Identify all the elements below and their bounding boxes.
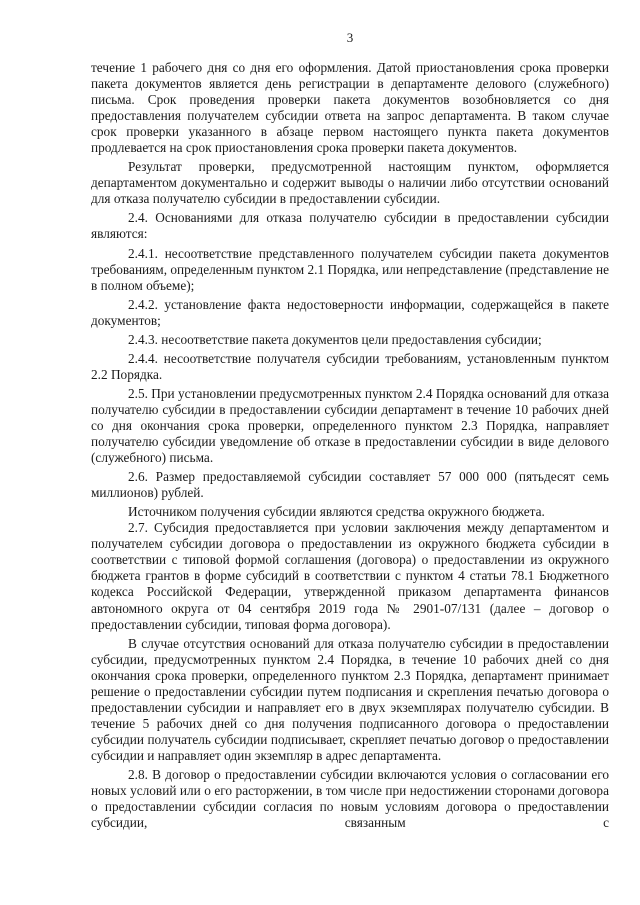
paragraph-2-6: 2.6. Размер предоставляемой субсидии составляет 57 000 000 (пятьдесят семь миллионов) рублей. (91, 469, 609, 501)
document-body (91, 60, 609, 831)
paragraph-check-result: Результат проверки, предусмотренной настоящим пунктом, оформляется департаментом документально и содержит выводы о наличии либо отсутствии оснований для отказа получателю субсидии в предоставлении субсидии. (91, 159, 609, 207)
paragraph-2-4-4: 2.4.4. несоответствие получателя субсидии требованиям, установленным пунктом 2.2 Порядка. (91, 350, 609, 382)
paragraph-2-5: 2.5. При установлении предусмотренных пунктом 2.4 Порядка оснований для отказа получателю субсидии в предоставлении субсидии департамент в течение 10 рабочих дней со дня окончания срока проверки, определенного пунктом 2.3 Порядка, направляет получателю субсидии уведомление об отказе в предоставлении субсидии в виде делового (служебного) письма. (91, 385, 609, 466)
paragraph-2-4: 2.4. Основаниями для отказа получателю субсидии в предоставлении субсидии являются: (91, 210, 609, 242)
paragraph-2-7: 2.7. Субсидия предоставляется при условии заключения между департаментом и получателем субсидии договора о предоставлении из окружного бюджета субсидии в соответствии с типовой формой соглашения (договора) о предоставлении из окружного бюджета грантов в форме субсидий в соответствии с пунктом 4 статьи 78.1 Бюджетного кодекса Российской Федерации, утвержденной приказом департамента финансов автономного округа от 04 сентября 2019 года № 2901-07/131 (далее – договор о предоставлении субсидии, типовая форма договора). (91, 520, 609, 632)
paragraph-2-4-3: 2.4.3. несоответствие пакета документов цели предоставления субсидии; (128, 331, 542, 347)
paragraph-continuation: течение 1 рабочего дня со дня его оформления. Датой приостановления срока проверки пакета документов является день регистрации в департаменте делового (служебного) письма. Срок проведения проверки пакета документов возобновляется со дня предоставления получателем субсидии ответа на запрос департамента. В таком случае срок проверки указанного в абзаце первом настоящего пункта пакета документов продлевается на срок приостановления срока проверки пакета документов. (91, 60, 609, 156)
paragraph-2-4-1: 2.4.1. несоответствие представленного получателем субсидии пакета документов требованиям, определенным пунктом 2.1 Порядка, или непредставление (представление не в полном объеме); (91, 245, 609, 293)
page-number: 3 (346, 30, 354, 45)
document-page (91, 30, 609, 831)
paragraph-2-8: 2.8. В договор о предоставлении субсидии включаются условия о согласовании его новых условий или о его расторжении, в том числе при недостижении сторонами договора о предоставлении субсидии согласия по новым условиям договора о предоставлении субсидии, связанным с (91, 766, 609, 831)
paragraph-2-4-2: 2.4.2. установление факта недостоверности информации, содержащейся в пакете документов; (91, 296, 609, 328)
paragraph-no-refusal-case: В случае отсутствия оснований для отказа получателю субсидии в предоставлении субсидии, предусмотренных пунктом 2.4 Порядка, в течение 10 рабочих дней со дня окончания срока проверки, определенного пунктом 2.3 Порядка, департамент принимает решение о предоставлении субсидии путем подписания и скрепления печатью договора о предоставлении субсидии и направляет его в двух экземплярах получателю субсидии. В течение 5 рабочих дней со дня получения подписанного договора о предоставлении субсидии получатель субсидии подписывает, скрепляет печатью договор о предоставлении субсидии и направляет один экземпляр в адрес департамента. (91, 635, 609, 763)
paragraph-funding-source: Источником получения субсидии являются средства окружного бюджета. (128, 504, 545, 520)
